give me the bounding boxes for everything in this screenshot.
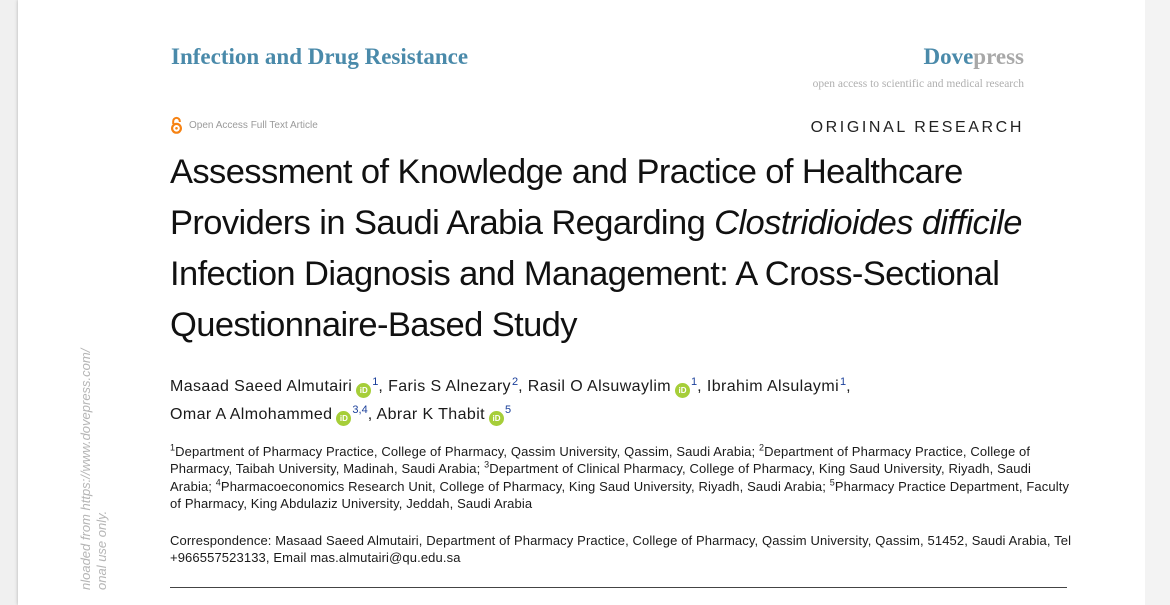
open-access-label xyxy=(170,116,318,134)
title-species-name: Clostridioides difficile xyxy=(714,204,1022,242)
download-watermark xyxy=(78,349,110,590)
open-access-icon xyxy=(170,116,183,134)
orcid-icon[interactable]: iD xyxy=(675,383,690,398)
author xyxy=(170,375,379,395)
title-text-1: Assessment of Knowledge and Practice of Healthcare Providers in Saudi Arabia Regarding xyxy=(170,153,963,242)
author xyxy=(170,403,368,423)
viewer-background xyxy=(1145,0,1170,605)
author-name: Abrar K Thabit xyxy=(376,406,485,423)
author xyxy=(376,403,512,423)
affiliation-number: 5 xyxy=(829,477,835,488)
publisher-name-part2: press xyxy=(973,44,1024,69)
affiliation-text: Pharmacoeconomics Research Unit, College of Pharmacy, King Saud University, Riyadh, Saudi Arabia; xyxy=(220,478,830,494)
affiliation-ref[interactable]: 1 xyxy=(372,375,379,388)
affiliation-ref[interactable]: 2 xyxy=(511,375,519,388)
affiliation-number: 4 xyxy=(215,477,221,488)
divider xyxy=(170,587,1067,588)
author xyxy=(388,375,519,395)
affiliation-ref[interactable]: 1 xyxy=(840,375,847,388)
orcid-icon[interactable]: iD xyxy=(336,411,351,426)
orcid-icon[interactable]: iD xyxy=(356,383,371,398)
correspondence: Correspondence: Masaad Saeed Almutairi, Department of Pharmacy Practice, College of Pharmacy, Qassim University, Qassim, 51452, Saudi Arabia, Tel +966557523133, Email mas.almutairi@qu.edu.sa xyxy=(170,533,1072,566)
publisher-logo xyxy=(923,44,1024,70)
author-name: Ibrahim Alsulaymi xyxy=(706,378,840,395)
author-name: Faris S Alnezary xyxy=(388,378,511,395)
affiliation-text: Department of Pharmacy Practice, College of Pharmacy, Qassim University, Qassim, Saudi Arabia; xyxy=(175,444,759,459)
journal-name: Infection and Drug Resistance xyxy=(171,44,469,69)
affiliation-number: 3 xyxy=(484,459,490,470)
affiliations xyxy=(170,443,1070,512)
watermark-line: nloaded from https://www.dovepress.com/ xyxy=(78,348,93,590)
author-name: Omar A Almohammed xyxy=(170,406,333,423)
publisher-name-part1: Dove xyxy=(923,44,974,69)
affiliation-ref[interactable]: 3,4 xyxy=(352,403,368,416)
author xyxy=(706,375,847,395)
article-title xyxy=(170,147,1090,351)
affiliation-text: Department of Pharmacy Practice, College of Pharmacy, Taibah University, Madinah, Saudi Arabia; xyxy=(170,444,1031,477)
open-access-text: Open Access Full Text Article xyxy=(189,119,318,131)
author-list: Masaad Saeed Almutairi $iD^1$, Faris S Alnezary$^2$, Rasil O Alsuwaylim $iD^1$, Ibrahim Alsulaymi$^1$, Omar A Almohammed iD$^{3,4}$, Abrar K Thabit $iD^5$ xyxy=(170,373,1080,429)
affiliation-text: Pharmacy Practice Department, Faculty of Pharmacy, King Abdulaziz University, Jeddah, Saudi Arabia xyxy=(170,478,1070,511)
author-name: Rasil O Alsuwaylim xyxy=(527,378,672,395)
article-type: ORIGINAL RESEARCH xyxy=(810,119,1024,136)
orcid-icon[interactable]: iD xyxy=(489,411,504,426)
affiliation-ref[interactable]: 1 xyxy=(691,375,698,388)
affiliation-ref[interactable]: 5 xyxy=(505,403,512,416)
affiliation-number: 2 xyxy=(759,442,765,453)
author-name: Masaad Saeed Almutairi xyxy=(170,378,353,395)
author xyxy=(527,375,698,395)
affiliation-number: 1 xyxy=(170,442,176,453)
article-page xyxy=(18,0,1145,605)
publisher-tagline: open access to scientific and medical research xyxy=(812,78,1024,90)
watermark-line: onal use only. xyxy=(94,510,109,590)
affiliation-text: Department of Clinical Pharmacy, College of Pharmacy, King Saud University, Riyadh, Saudi Arabia; xyxy=(170,461,1031,494)
title-text-2: Infection Diagnosis and Management: A Cross-Sectional Questionnaire-Based Study xyxy=(170,255,1000,344)
